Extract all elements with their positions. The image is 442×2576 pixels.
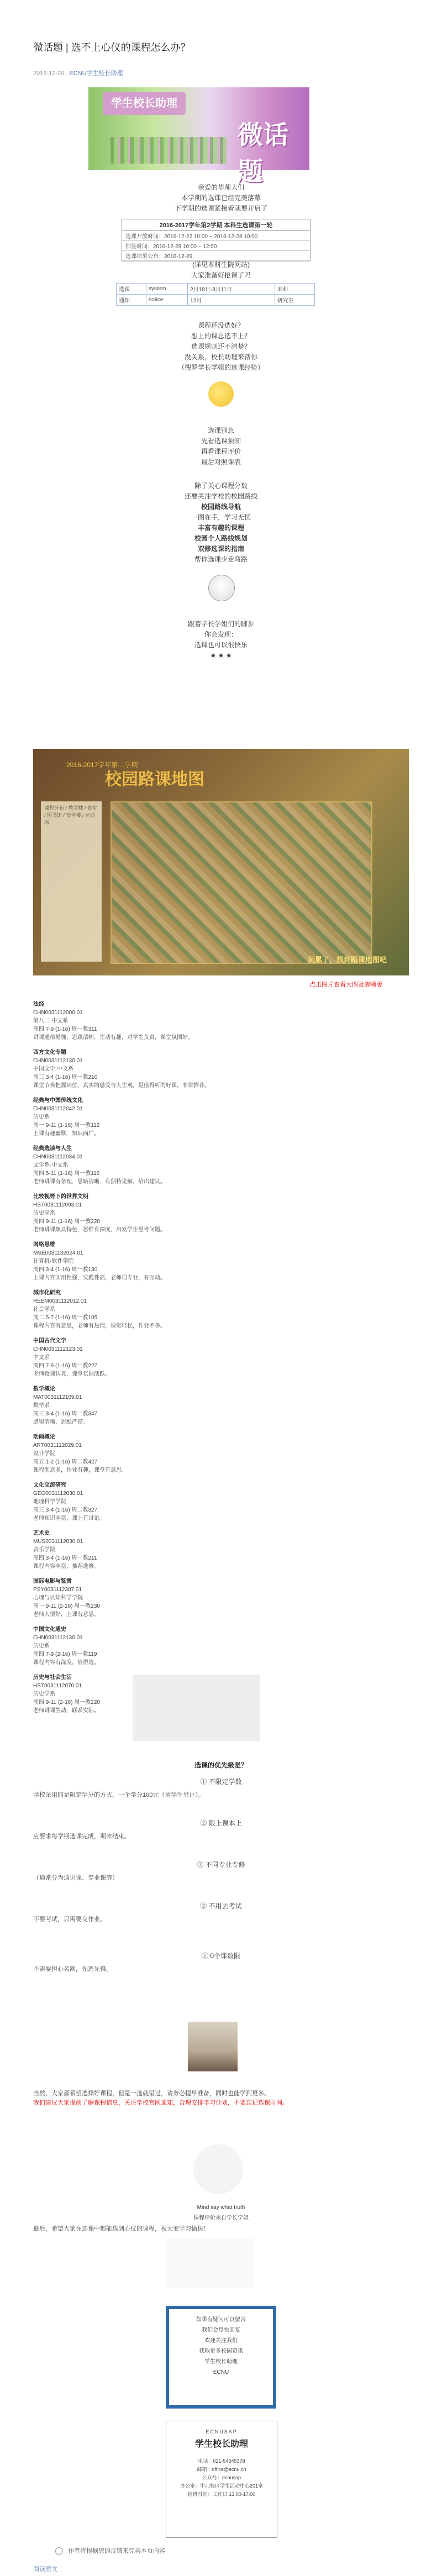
course-code: CHN0031112000.01	[33, 1010, 83, 1016]
course-time: 周四 9-11 (1-16) 周一教220	[33, 1219, 100, 1225]
course-detail: 老师讲课生动，联系实际。	[33, 1708, 99, 1714]
feedback-text: 作者将根据您的反馈来完善本页内容	[68, 2548, 166, 2554]
course-name: 经典与中国传统文化	[33, 1098, 83, 1104]
course-name: 艺术史	[33, 1530, 50, 1536]
course-time: 周四 5-11 (1-16) 周一教116	[33, 1171, 100, 1177]
schedule-row: 选课开放时间：2016-12-22 10:00 ~ 2016-12-28 10:00	[122, 231, 310, 241]
course-time: 周三 3-4 (1-16) 周一教347	[33, 1411, 98, 1417]
table-cell: 选课	[117, 284, 146, 295]
text-line: 还要关注学校的校园路线	[184, 492, 257, 500]
q1-title: ① 不限定学数	[200, 1778, 242, 1786]
text-line: 除了关心课程分数	[194, 482, 248, 490]
course-item	[33, 1481, 409, 1523]
box-line: 获取更多校园资讯	[199, 2348, 243, 2354]
course-code: MUS0031112030.01	[33, 1539, 83, 1545]
course-name: 经典选读与人生	[33, 1146, 72, 1152]
course-time: 周四 7-9 (2-16) 周一教119	[33, 1651, 97, 1657]
card-office: 办公室：中北校区学生活动中心201室	[180, 2483, 264, 2489]
q2-title: ② 限上课本上	[200, 1819, 242, 1827]
smiley-icon	[208, 381, 234, 407]
course-item	[33, 1385, 409, 1426]
course-name: 城市化研究	[33, 1290, 61, 1296]
schedule-heading: 2016-2017学年第2学期 本科生选课第一轮	[122, 219, 310, 231]
schedule-table	[122, 219, 311, 261]
block2	[33, 321, 409, 373]
table-cell: 通知	[117, 295, 146, 306]
text-line: 校园个人路线规划	[194, 534, 248, 542]
box-line: ECNU	[213, 2369, 229, 2375]
course-item	[33, 1433, 409, 1475]
course-item	[33, 1048, 409, 1090]
course-dept: 历史学系	[33, 1691, 55, 1697]
table-row	[117, 295, 315, 306]
schedule-row: 选课结果公布：2016-12-29	[122, 251, 310, 261]
table-cell: 12月	[188, 295, 275, 306]
course-dept: 计算机·软件学院	[33, 1258, 74, 1265]
cartoon-image	[166, 2238, 254, 2288]
text-line: 丰富有趣的课程	[197, 524, 244, 532]
box-line: 如果有疑问可以留言	[196, 2317, 246, 2323]
block4	[33, 481, 409, 565]
q4-title: ② 不用去考试	[200, 1902, 242, 1910]
course-list	[33, 1000, 409, 1722]
text-line: 选课也可以很快乐	[194, 641, 248, 649]
feedback-option[interactable]	[55, 2546, 165, 2555]
course-dept: 设计学院	[33, 1451, 55, 1457]
course-dept: 数学系	[33, 1403, 50, 1409]
course-time: 周三 3-4 (1-16) 周二教327	[33, 1507, 98, 1513]
q1-body: 学校采用的是限定学分的方式，一个学分100元（留学生另计）。	[33, 1792, 204, 1798]
course-code: PSY0031112307.01	[33, 1587, 82, 1593]
table-cell: 研究生	[275, 295, 314, 306]
course-name: 中国文化通史	[33, 1627, 66, 1633]
map-grid	[110, 801, 372, 964]
small-table	[116, 283, 315, 306]
course-name: 法经	[33, 1001, 44, 1008]
read-more-link[interactable]: 阅读原文	[33, 2566, 57, 2573]
text-line: 双修选课的指南	[197, 545, 244, 553]
course-dept: 历史系	[33, 1643, 50, 1649]
table-cell: system	[146, 284, 187, 295]
text-line: 帮你选课少走弯路	[194, 555, 248, 563]
course-code: REEM0031112012.01	[33, 1298, 87, 1304]
q4-body: 不要考试，只需要交作业。	[33, 1916, 106, 1923]
course-dept: 地理科学学院	[33, 1499, 66, 1505]
text-line: 再看课程评价	[201, 448, 241, 455]
text-line: ★ ★ ★	[210, 652, 232, 659]
course-detail: 上课内容实用性强，实践性高，老师很专业，有互动。	[33, 1275, 166, 1281]
article-meta	[33, 69, 123, 77]
questions-heading: 选课的优先级是？	[194, 1761, 248, 1769]
banner-logo: 学生校长助理	[103, 92, 186, 115]
intro-line: 亲爱的华师大们	[197, 183, 244, 191]
q5-title: ① 0个课数限	[201, 1952, 240, 1960]
banner-image	[88, 87, 309, 186]
person-photo	[188, 2022, 238, 2071]
course-dept: 历史系	[33, 1114, 50, 1120]
course-detail: 逻辑清晰，思维严谨。	[33, 1419, 88, 1425]
course-detail: 老师讲课有条理，思路清晰，有独特见解，给出建议。	[33, 1179, 166, 1185]
tips-paragraph	[33, 2089, 409, 2108]
caption-line: Mind say what truth	[197, 2205, 245, 2211]
course-detail: 课程内容有深度，值得选。	[33, 1660, 99, 1666]
course-time: 周四 9-11 (2-16) 周一教220	[33, 1699, 100, 1706]
text-line: 课程还没选好？	[197, 322, 244, 329]
map-legend: 课程分布 / 教学楼 / 食堂 / 图书馆 / 宿舍楼 / 运动场	[41, 801, 102, 962]
course-time: 周四 7-9 (1-16) 周一教311	[33, 1026, 97, 1032]
course-name: 国际电影与鉴赏	[33, 1578, 72, 1585]
course-code: CHN0031112123.01	[33, 1346, 83, 1352]
image-placeholder	[133, 1675, 260, 1741]
course-detail: 上课有趣幽默，知识面广。	[33, 1131, 99, 1137]
course-time: 周一 9-11 (2-16) 周一教230	[33, 1603, 100, 1609]
course-time: 周一 9-11 (1-16) 周一教112	[33, 1122, 100, 1129]
course-dept: 音乐学院	[33, 1547, 55, 1553]
intro-block	[33, 182, 409, 214]
map-note: 点击图片查看大图及清晰版	[309, 982, 382, 988]
card-tag: ECNUSAP	[206, 2429, 238, 2435]
tips-line: 当然，大家都希望选择好课程，但是一选就错过，请务必提早准备，同时也能学到更多。	[33, 2090, 270, 2097]
tips-red-line: 我们建议大家提前了解课程信息，关注学校官网通知，合理安排学习计划，不要忘记选课时间。	[33, 2100, 288, 2106]
course-item	[33, 1241, 409, 1282]
contact-card	[166, 2421, 277, 2538]
article-title: 微话题 | 选不上心仪的课程怎么办？	[33, 42, 191, 53]
schedule-row: 抽签时间：2016-12-28 10:00 ~ 12:00	[122, 241, 310, 251]
table-cell: 2月18日-3月11日	[188, 284, 275, 295]
course-name: 文化交流研究	[33, 1482, 66, 1488]
map-footer: 玩累了，找到路课地图吧	[307, 956, 387, 964]
schedule-notes	[33, 260, 409, 281]
banner-title: 微话题	[238, 120, 288, 186]
course-item	[33, 1145, 409, 1186]
course-time: 周四 3-4 (1-16) 周一教130	[33, 1267, 98, 1273]
course-code: CHN0031112130.01	[33, 1635, 83, 1641]
course-item	[33, 1193, 409, 1234]
course-name: 中国古代文学	[33, 1338, 66, 1344]
course-detail: 课程内容丰富，推荐选修。	[33, 1564, 99, 1570]
course-name: 历史与社会生活	[33, 1675, 72, 1681]
course-dept: 文学系·中文系	[33, 1162, 69, 1168]
banner-flowers	[110, 137, 227, 164]
article-date: 2016-12-20	[33, 70, 65, 77]
text-line: 先看选课须知	[201, 437, 241, 445]
course-name: 西方文化专题	[33, 1050, 66, 1056]
q3-body: （通常分为通识课、专业课等）	[33, 1875, 118, 1881]
course-name: 动画概论	[33, 1434, 55, 1440]
mind-caption	[33, 2202, 409, 2223]
account-link[interactable]: ECNU学生校长助理	[69, 70, 123, 77]
radio-icon[interactable]	[55, 2547, 63, 2555]
course-dept: 社会学系	[33, 1307, 55, 1313]
course-detail: 课程创意多，作业有趣，课堂有意思。	[33, 1467, 127, 1473]
q5-body: 不需要担心名额，先选先得。	[33, 1966, 112, 1972]
course-detail: 老师人很好，上课有意思。	[33, 1612, 99, 1618]
course-code: HST0031112093.01	[33, 1202, 82, 1208]
box-line: 欢迎关注我们	[204, 2338, 238, 2344]
table-cell: notice	[146, 295, 187, 306]
course-dept: 心理与认知科学学院	[33, 1595, 83, 1601]
caption-line: 课程评价来自学长学姐	[193, 2215, 249, 2221]
map-title: 校园路课地图	[105, 770, 204, 789]
course-dept: 历史学系	[33, 1210, 55, 1216]
course-item	[33, 1289, 409, 1330]
course-item	[33, 1529, 409, 1571]
q3-title: ③ 不同专业专修	[197, 1861, 245, 1869]
last-paragraph: 最后，希望大家在选课中都能选到心仪的课程，祝大家学习愉快！	[33, 2226, 209, 2232]
text-line: 最后对照课表	[201, 458, 241, 466]
text-line: 选课规则还不清楚？	[191, 343, 251, 350]
card-brand: 学生校长助理	[194, 2439, 248, 2449]
table-row	[117, 284, 315, 295]
table-cell: 本科	[275, 284, 314, 295]
campus-map-image[interactable]	[33, 749, 409, 975]
text-line: 跟着学长学姐们的脚步	[187, 620, 254, 628]
text-line: 你会发现：	[204, 631, 238, 638]
block3	[33, 426, 409, 468]
course-item	[33, 1625, 409, 1667]
q2-body: 应要求每学期选课完成，期末结束。	[33, 1833, 130, 1840]
contact-box	[166, 2306, 276, 2409]
course-code: GEO0031112030.01	[33, 1491, 83, 1497]
course-item	[33, 1096, 409, 1138]
block5	[33, 619, 409, 661]
text-line: 选课别急	[207, 427, 234, 434]
card-email: 邮箱：office@ecnu.cn	[197, 2467, 246, 2472]
map-subtitle: 2016-2017学年第二学期	[66, 761, 138, 769]
course-code: CHN0031112042.01	[33, 1106, 83, 1112]
comic-face-image	[193, 2144, 243, 2194]
course-time: 周三 3-4 (1-16) 周一教210	[33, 1074, 98, 1080]
box-line: 我们会尽快回复	[202, 2327, 240, 2333]
course-code: MSE0031132024.01	[33, 1250, 83, 1256]
course-item	[33, 1577, 409, 1619]
intro-line: 本学期的选课已经完美落幕	[181, 194, 261, 202]
course-code: CHN0031112034.01	[33, 1154, 83, 1160]
card-phone: 电话：021-54345378	[198, 2458, 245, 2464]
course-time: 周四 7-9 (1-16) 周一教227	[33, 1363, 98, 1369]
course-detail: 老师授课认真，课堂氛围活跃。	[33, 1371, 110, 1377]
note-line: 大家准备好抢课了吗	[191, 271, 251, 279]
course-name: 比较视野下的世界文明	[33, 1194, 88, 1200]
box-line: 学生校长助理	[204, 2359, 238, 2365]
course-time: 周四 3-4 (1-16) 周一教211	[33, 1555, 97, 1561]
text-line: 没关系，校长助理来帮你	[184, 353, 257, 361]
course-name: 数学概论	[33, 1386, 55, 1392]
course-detail: 老师知识丰富，课上有讨论。	[33, 1515, 105, 1522]
course-time: 周二 5-7 (1-16) 周一教105	[33, 1315, 98, 1321]
text-line: 想上的课总选不上？	[191, 332, 251, 340]
course-item	[33, 1000, 409, 1042]
course-detail: 课堂节奏把握到位，真实的感受与人生观，是值得听的好课，非常推荐。	[33, 1083, 210, 1089]
face-icon	[208, 575, 235, 601]
text-line: 校园路线导航	[201, 503, 241, 511]
note-line: (详见本科生院网站)	[192, 261, 250, 269]
course-detail: 课程内容有意思，老师有热情，课堂轻松，作业不多。	[33, 1323, 166, 1329]
course-detail: 老师讲课颇具特色，思维有深度，启发学生思考问题。	[33, 1227, 166, 1233]
course-dept: 第八二·中文系	[33, 1018, 69, 1024]
course-code: ART0031112029.01	[33, 1442, 82, 1449]
course-code: HST0031112070.01	[33, 1683, 82, 1689]
course-code: MAT0031112109.01	[33, 1394, 82, 1400]
card-wechat: 公众号：ecnusap	[202, 2475, 241, 2480]
text-line: 一图在手，学习无忧	[191, 513, 251, 521]
intro-line: 下学期的选课紧接着就要开启了	[174, 204, 267, 212]
course-dept: 中国文学·中文系	[33, 1066, 74, 1072]
course-detail: 讲课通俗易懂，思路清晰，生动有趣，对学生负责，课堂氛围好。	[33, 1035, 193, 1041]
card-hours: 值班时间：工作日 13:00-17:00	[187, 2491, 256, 2497]
course-name: 网络思维	[33, 1242, 55, 1248]
text-line: （搜罗学长学姐的选课经验）	[177, 364, 264, 371]
course-time: 周五 1-2 (1-16) 周二教427	[33, 1459, 98, 1465]
course-code: CHN0031112130.01	[33, 1058, 83, 1064]
course-item	[33, 1337, 409, 1378]
course-dept: 中文系	[33, 1355, 50, 1361]
